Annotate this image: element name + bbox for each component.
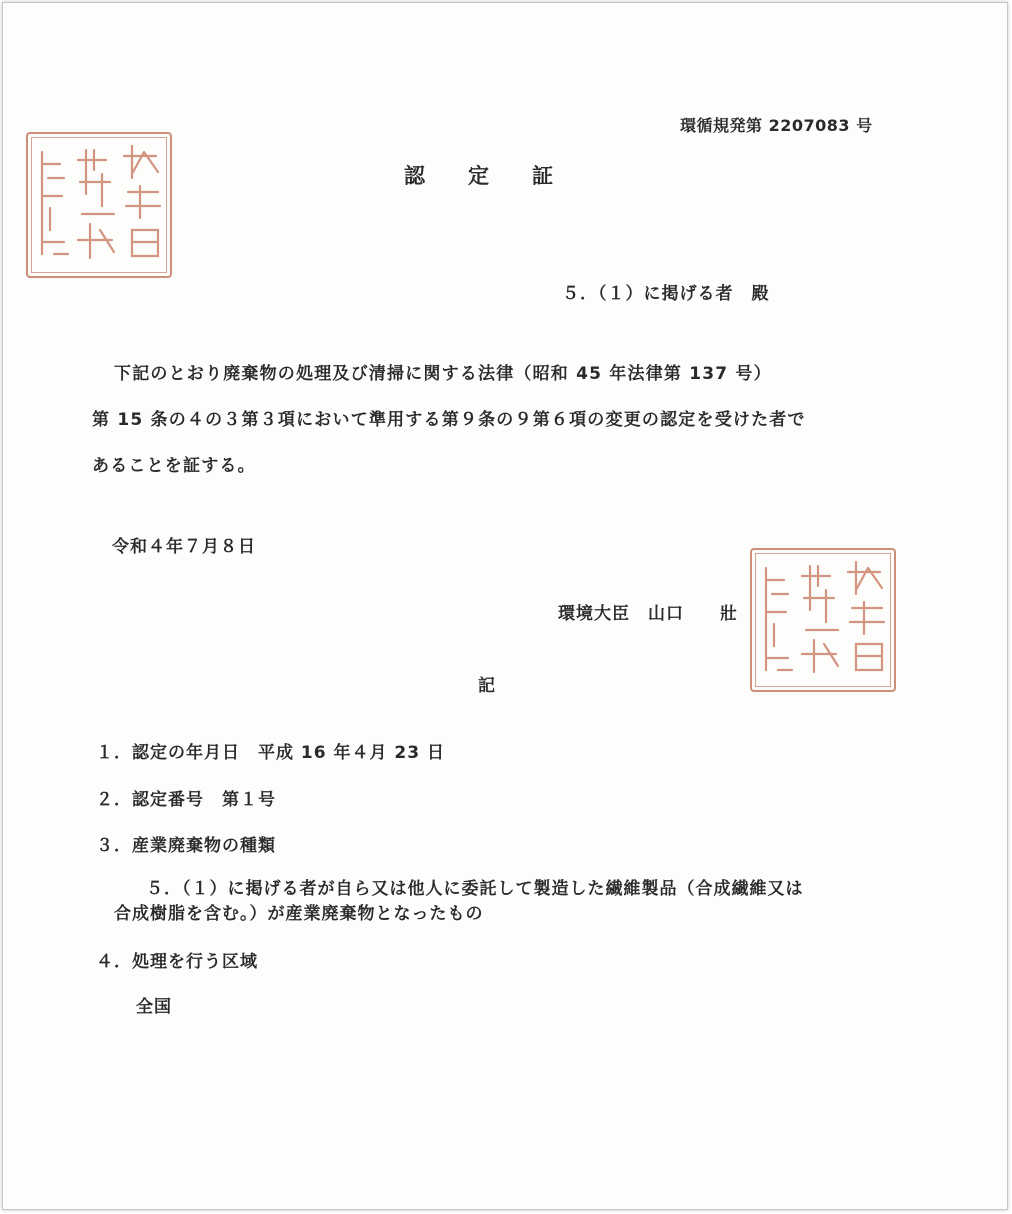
body-line-1: 下記のとおり廃棄物の処理及び清掃に関する法律（昭和 45 年法律第 137 号） <box>114 364 772 384</box>
item-1: １．認定の年月日 平成 16 年４月 23 日 <box>96 743 445 763</box>
body-line-3: あることを証する。 <box>92 456 256 476</box>
issue-date: 令和４年７月８日 <box>112 537 256 557</box>
title-char-2: 定 <box>468 164 490 188</box>
item-4-detail: 全国 <box>136 997 172 1017</box>
issuer: 環境大臣 山口 壯 <box>558 604 738 624</box>
document-title <box>404 166 554 187</box>
minister-seal-icon <box>750 548 896 692</box>
item-3: ３．産業廃棄物の種類 <box>96 836 276 856</box>
title-char-1: 認 <box>404 164 426 188</box>
reference-number: 環循規発第 2207083 号 <box>680 116 873 135</box>
item-2: ２．認定番号 第１号 <box>96 790 276 810</box>
body-line-2: 第 15 条の４の３第３項において準用する第９条の９第６項の変更の認定を受けた者で <box>92 410 806 430</box>
addressee: ５．（１）に掲げる者 殿 <box>562 284 770 304</box>
item-4: ４．処理を行う区域 <box>96 952 258 972</box>
item-3-detail-line-2: 合成樹脂を含む。）が産業廃棄物となったもの <box>114 904 484 924</box>
ki-heading: 記 <box>478 676 496 696</box>
title-char-3: 証 <box>532 164 554 188</box>
official-seal-icon <box>26 132 172 278</box>
item-3-detail-line-1: ５．（１）に掲げる者が自ら又は他人に委託して製造した繊維製品（合成繊維又は <box>146 879 804 899</box>
